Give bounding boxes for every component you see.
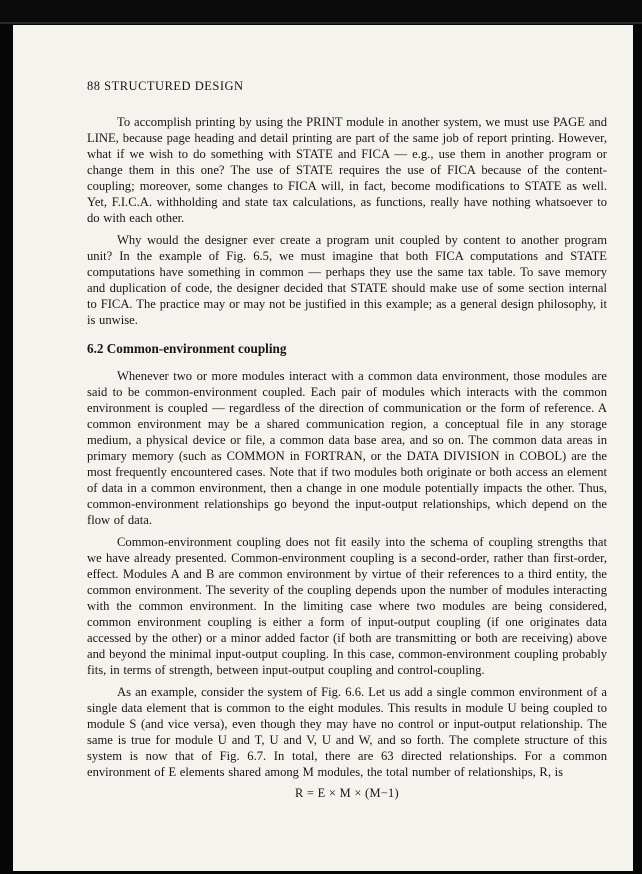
formula: R = E × M × (M−1) <box>295 786 399 800</box>
section-heading: 6.2 Common-environment coupling <box>87 341 287 356</box>
book-page <box>13 25 633 871</box>
running-header: 88 STRUCTURED DESIGN <box>87 79 244 93</box>
paragraph: Common-environment coupling does not fit easily into the schema of coupling strengths that we have already presented. Common-environment coupling is a second-order, rather than first-order, effect. Modules A and B are common environment by virtue of their references to a third entity, the common environment. The severity of the coupling depends upon the number of modules interacting with the common environment. In the limiting case where two modules are being considered, common environment coupling is either a form of input-output coupling (if one originates data accessed by the other) or a minor added factor (if both are transmitting or both are receiving) above and beyond the minimal input-output coupling. In this case, common-environment coupling probably fits, in terms of strength, between input-output coupling and control-coupling. <box>87 535 607 677</box>
paragraph: Whenever two or more modules interact with a common data environment, those modules are said to be common-environment coupled. Each pair of modules which interacts with the common environment is coupled — regardless of the direction of communication or the form of reference. A common environment may be a shared communication region, a conceptual file in any storage medium, a physical device or file, a common data base area, and so on. The common data areas in primary memory (such as COMMON in FORTRAN, or the DATA DIVISION in COBOL) are the most frequently encountered cases. Note that if two modules both originate or both access an element of data in a common environment, then a change in one module potentially impacts the other. Thus, common-environment relationships go beyond the input-output relationships, which depend on the flow of data. <box>87 369 607 527</box>
paragraph: To accomplish printing by using the PRINT module in another system, we must use PAGE and LINE, because page heading and detail printing are part of the same job of report printing. However, what if we wish to do something with STATE and FICA — e.g., use them in another program or change them in this one? The use of STATE requires the use of FICA because of the content-coupling; moreover, some changes to FICA will, in fact, become modifications to STATE as well. Yet, F.I.C.A. withholding and state tax calculations, as functions, really have nothing whatsoever to do with each other. <box>87 115 607 225</box>
paragraph: As an example, consider the system of Fig. 6.6. Let us add a single common environment of a single data element that is common to the eight modules. This results in module U being coupled to module S (and vice versa), even though they may have no control or input-output relationship. The same is true for module U and T, U and V, U and W, and so forth. The complete structure of this system is now that of Fig. 6.7. In total, there are 63 directed relationships. For a common environment of E elements shared among M modules, the total number of relationships, R, is <box>87 685 607 779</box>
paragraph: Why would the designer ever create a program unit coupled by content to another program unit? In the example of Fig. 6.5, we must imagine that both FICA computations and STATE computations have something in common — perhaps they use the same tax table. To save memory and duplication of code, the designer decided that STATE should make use of some section internal to FICA. The practice may or may not be justified in this example; as a general design philosophy, it is unwise. <box>87 233 607 327</box>
